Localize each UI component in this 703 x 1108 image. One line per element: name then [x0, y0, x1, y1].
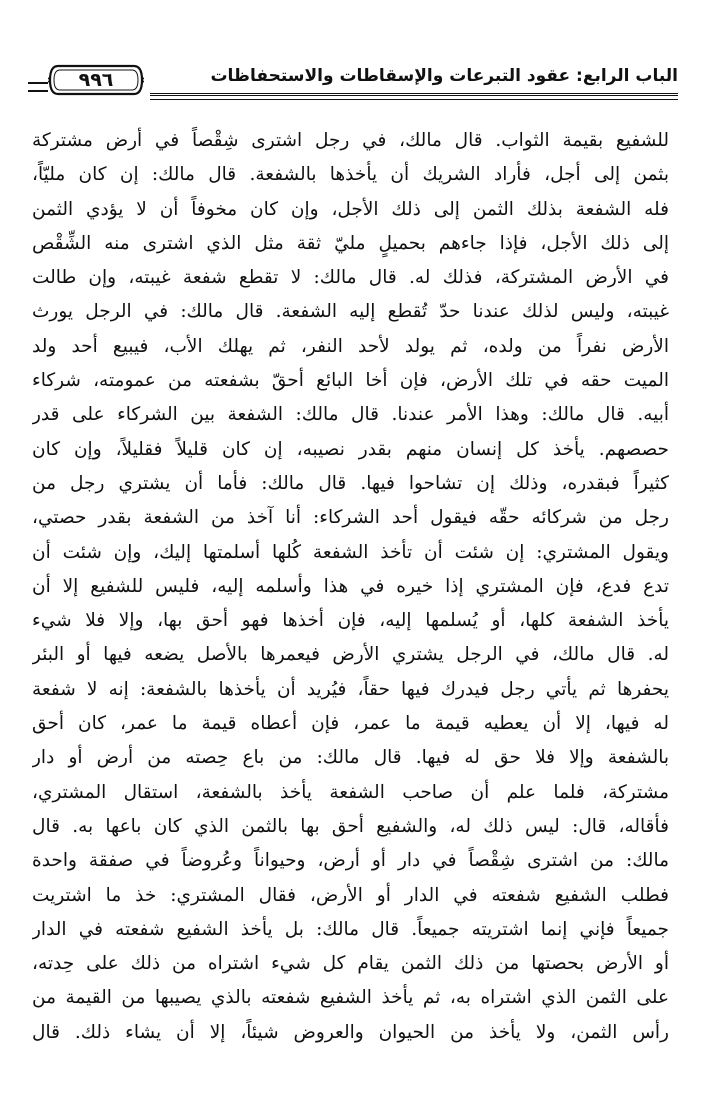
text-line: يأخذ الشفعة كلها، أو يُسلمها إليه، فإن أخذها فهو أحق بها، وإلا فلا شيء: [32, 610, 669, 632]
text-line: في الأرض المشتركة، فذلك له. قال مالك: لا تقطع شفعة غيبته، وإن طالت: [32, 267, 669, 289]
text-line: فطلب الشفيع شفعته في الدار أو الأرض، فقال المشتري: خذ ما اشتريت: [32, 884, 669, 906]
text-line: على الثمن الذي اشتراه به، ثم يأخذ الشفيع شفعته بالذي يصيبها من القيمة من: [32, 987, 669, 1009]
text-line: إلى ذلك الأجل، فإذا جاءهم بحميلٍ مليّ ثقة مثل الذي اشترى منه الشِّقْص: [32, 232, 669, 254]
header-double-rule: [150, 93, 678, 96]
text-line: تدع فدع، فإن المشتري إذا خيره في هذا وأسلمه إليه، فليس للشفيع إلا أن: [32, 575, 669, 597]
text-line: كثيراً فبقدره، وذلك إن تشاحوا فيها. قال مالك: فأما أن يشتري رجل من: [32, 472, 669, 494]
page-number: ٩٩٦: [78, 69, 114, 91]
text-line: يحفرها ثم يأتي رجل فيدرك فيها حقاً، فيُريد أن يأخذها بالشفعة: إنه لا شفعة: [32, 678, 669, 700]
text-line: له فيها، إلا أن يعطيه قيمة ما عمر، فإن أعطاه قيمة ما عمر، كان أحق: [32, 713, 669, 735]
text-line: حصصهم. يأخذ كل إنسان منهم بقدر نصيبه، إن كان قليلاً فقليلاً، وإن كان: [32, 438, 669, 460]
text-line: للشفيع بقيمة الثواب. قال مالك، في رجل اشترى شِقْصاً في أرض مشتركة: [32, 130, 669, 151]
running-header: [30, 62, 678, 102]
text-line: مشتركة، فلما علم أن صاحب الشفعة يأخذ بالشفعة، استقال المشتري،: [32, 781, 669, 803]
text-line: رأس الثمن، ولا يأخذ من الحيوان والعروض شيئاً، إلا أن يشاء ذلك. قال: [32, 1021, 669, 1043]
header-thin-rule: [150, 99, 678, 100]
text-line: الميت حقه في تلك الأرض، فإن أخا البائع أحقّ بشفعته من عمومته، شركاء: [32, 370, 669, 392]
page-number-badge: [48, 62, 144, 98]
text-line: له. قال مالك، في الرجل يشتري الأرض فيعمرها بالأصل يضعه فيها أو البئر: [32, 644, 669, 666]
text-line: أو الأرض بحصتها من ذلك الثمن يقام كل شيء اشتراه من ذلك على حِدته،: [32, 953, 669, 975]
text-line: ويقول المشتري: إن شئت أن تأخذ الشفعة كُلها أسلمتها إليك، وإن شئت أن: [32, 541, 669, 563]
text-line: بالشفعة وإلا فلا حق له فيها. قال مالك: من باع حِصته من أرض أو دار: [32, 747, 669, 769]
text-line: جميعاً فإني إنما اشتريته جميعاً. قال مالك: بل يأخذ الشفيع شفعته في الدار: [32, 918, 669, 940]
text-line: بثمن إلى أجل، فأراد الشريك أن يأخذها بالشفعة. قال مالك: إن كان مليّاً،: [32, 164, 669, 186]
text-line: أبيه. قال مالك: وهذا الأمر عندنا. قال مالك: الشفعة بين الشركاء على قدر: [32, 404, 669, 426]
header-left-dash: [28, 82, 48, 92]
text-line: الأرض نفراً من ولده، ثم يولد لأحد النفر، ثم يهلك الأب، فيبيع أحد ولد: [32, 335, 669, 357]
chapter-title: الباب الرابع: عقود التبرعات والإسقاطات والاستحفاظات: [210, 66, 678, 86]
text-line: فله الشفعة بذلك الثمن إلى ذلك الأجل، وإن كان مخوفاً أن لا يؤدي الثمن: [32, 198, 669, 220]
text-line: مالك: من اشترى شِقْصاً في دار أو أرض، وحيواناً وعُروضاً في صفقة واحدة: [32, 850, 669, 872]
text-line: فأقاله، قال: ليس ذلك له، والشفيع أحق بها بالثمن الذي كان باعها به. قال: [32, 815, 669, 837]
text-line: غيبته، وليس لذلك عندنا حدّ تُقطع إليه الشفعة. قال مالك: في الرجل يورث: [32, 301, 669, 323]
body-text: [32, 124, 669, 1050]
text-line: رجل من شركائه حقّه فيقول أحد الشركاء: أنا آخذ من الشفعة بقدر حصتي،: [32, 507, 669, 529]
